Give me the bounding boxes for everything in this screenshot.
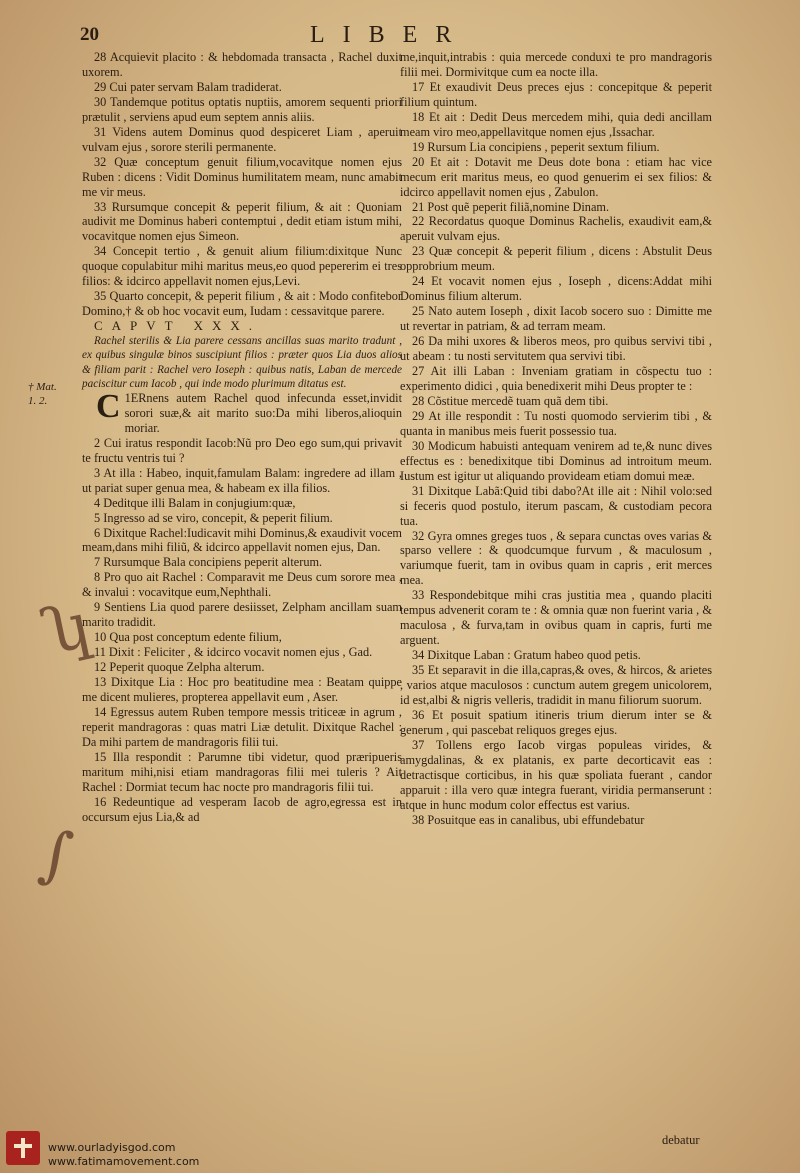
verse: 26 Da mihi uxores & liberos meos, pro quibus servivi tibi , ut abeam : tu nosti servitutem qua servivi tibi.: [400, 334, 712, 364]
verse: 37 Tollens ergo Iacob virgas populeas virides, & amygdalinas, & ex platanis, ex parte decorticavit eas : detractisque corticibus, in his quæ spoliata fuerant , candor apparuit : illa vero quæ integra fuerant, viridia permanserunt : atque in hunc modum color effectus est varius.: [400, 737, 712, 812]
verse: 24 Et vocavit nomen ejus , Ioseph , dicens:Addat mihi Dominus filium alterum.: [400, 274, 712, 304]
verse: 28 Acquievit placito : & hebdomada transacta , Rachel duxit uxorem.: [82, 50, 402, 79]
verse: 11 Dixit : Feliciter , & idcirco vocavit nomen ejus , Gad.: [94, 645, 373, 660]
site-logo-icon: [6, 1131, 40, 1165]
verse: 32 Quæ conceptum genuit filium,vocavitque nomen ejus Ruben : dicens : Vidit Dominus humilitatem meam, nunc amabit me vir meus.: [82, 154, 402, 199]
margin-ref-line1: † Mat.: [28, 381, 57, 393]
chapter-summary: Rachel sterilis & Lia parere cessans ancillas suas marito tradunt , ex quibus singulæ binos suscipiunt filios : præter quos Lia duos alios & filiam parit : Rachel vero Ioseph : quibus natis, Laban de mercede paciscitur cum Iacob , qui inde modo plurimum ditatus est.: [82, 335, 402, 390]
verse: 20 Et ait : Dotavit me Deus dote bona : etiam hac vice mecum erit maritus meus, eo quod genuerim ei sex filios: & idcirco appellavit nomen ejus , Zabulon.: [400, 154, 712, 199]
verse: 36 Et posuit spatium itineris trium dierum inter se & generum , qui pascebat reliquos greges ejus.: [400, 707, 712, 737]
right-column: [400, 50, 712, 828]
verse: 34 Dixitque Laban : Gratum habeo quod petis.: [412, 648, 641, 663]
verse: me,inquit,intrabis : quia mercede conduxi te pro mandragoris filii mei. Dormivitque cum ea nocte illa.: [400, 50, 712, 79]
verse: 10 Qua post conceptum edente filium,: [94, 630, 282, 645]
verse: 3 At illa : Habeo, inquit,famulam Balam: ingredere ad illam , ut pariat super genua mea, & habeam ex illa filios.: [82, 465, 402, 495]
verse: 18 Et ait : Dedit Deus mercedem mihi, quia dedi ancillam meam viro meo,appellavitque nomen ejus ,Issachar.: [400, 109, 712, 139]
drop-cap: C: [96, 387, 121, 425]
verse: 32 Gyra omnes greges tuos , & separa cunctas oves varias & sparso vellere : & quodcumque furvum , & maculosum , variumque fuerit, tam in ovibus quam in capris , erit merces mea.: [400, 528, 712, 588]
verse: 31 Videns autem Dominus quod despiceret Liam , aperuit vulvam ejus , sorore sterili permanente.: [82, 124, 402, 154]
verse: 25 Nato autem Ioseph , dixit Iacob socero suo : Dimitte me ut revertar in patriam, & ad terram meam.: [400, 304, 712, 334]
margin-ref-line2: 1. 2.: [28, 395, 48, 407]
verse: 30 Modicum habuisti antequam venirem ad te,& nunc dives effectus es : benedixitque tibi Dominus ad introitum meum. Iustum est igitur ut aliquando provideam etiam domui meæ.: [400, 438, 712, 483]
verse: 16 Redeuntique ad vesperam Iacob de agro,egressa est in occursum ejus Lia,& ad: [82, 794, 402, 824]
page-header: [0, 22, 800, 52]
verse: 21 Post quẽ peperit filiã,nomine Dinam.: [412, 199, 610, 214]
verse: 5 Ingresso ad se viro, concepit, & peperit filium.: [94, 510, 333, 525]
verse: 6 Dixitque Rachel:Iudicavit mihi Dominus,& exaudivit vocem meam,dans mihi filiũ, & idcirco appellavit nomen ejus, Dan.: [82, 525, 402, 555]
verse-with-dropcap: [82, 387, 402, 436]
verse: 29 Cui pater servam Balam tradiderat.: [94, 79, 282, 94]
verse: 17 Et exaudivit Deus preces ejus : concepitque & peperit filium quintum.: [400, 79, 712, 109]
verse-text: ERnens autem Rachel quod infecunda esset,invidit sorori suæ,& ait marito suo:Da mihi liberos,alioquin moriar.: [124, 390, 402, 435]
verse: 33 Respondebitque mihi cras justitia mea , quando placiti tempus advenerit coram te : & omnia quæ non fuerint varia , & maculosa , & furva,tam in ovibus quam in capris, furti me arguent.: [400, 588, 712, 648]
page-number: 20: [80, 24, 99, 45]
left-column: [82, 50, 402, 825]
watermark-footer: [0, 1128, 800, 1173]
verse: 8 Pro quo ait Rachel : Comparavit me Deus cum sorore mea , & invalui : vocavitque eum,Nephthali.: [82, 570, 402, 600]
footer-link-ourladyisgod[interactable]: www.ourladyisgod.com: [48, 1141, 176, 1154]
verse: 35 Quarto concepit, & peperit filium , & ait : Modo confitebor Domino,† & ob hoc vocavit eum, Iudam : cessavitque parere.: [82, 289, 402, 319]
verse: 28 Cõstitue mercedẽ tuam quã dem tibi.: [412, 393, 609, 408]
marginal-reference: [28, 380, 57, 408]
verse: 7 Rursumque Bala concipiens peperit alterum.: [94, 555, 323, 570]
verse: 35 Et separavit in die illa,capras,& oves, & hircos, & arietes , varios atque maculosos : cunctum autem gregem unicolorem, id est,albi & nigris velleris, tradidit in manu filiorum suorum.: [400, 663, 712, 707]
verse: 29 At ille respondit : Tu nosti quomodo servierim tibi , & quanta in manibus meis fuerit possessio tua.: [400, 408, 712, 438]
verse-number: 1: [124, 390, 131, 405]
verse: 27 Ait illi Laban : Inveniam gratiam in cõspectu tuo : experimento didici , quia benedixerit mihi Deus propter te :: [400, 364, 712, 393]
footer-links: [48, 1141, 199, 1169]
footer-link-fatimamovement[interactable]: www.fatimamovement.com: [48, 1155, 200, 1168]
verse: 31 Dixitque Labã:Quid tibi dabo?At ille ait : Nihil volo:sed si feceris quod postulo, iterum pascam, & custodiam pecora tua.: [400, 483, 712, 528]
handwritten-mark-icon: ∫: [35, 816, 78, 893]
handwritten-mark-icon: ʮ: [34, 587, 98, 670]
chapter-heading: CAPVT XXX.: [94, 318, 262, 334]
verse: 4 Deditque illi Balam in conjugium:quæ,: [94, 495, 296, 510]
verse: 15 Illa respondit : Parumne tibi videtur, quod præripueris maritum mihi,nisi etiam mandragoras filii mei tuleris ? Ait Rachel : Dormiat tecum hac nocte pro mandragoris filii tui.: [82, 749, 402, 794]
verse: 34 Concepit tertio , & genuit alium filium:dixitque Nunc quoque copulabitur mihi maritus meus,eo quod pepererim ei tres filios: & idcirco appellavit nomen ejus,Levi.: [82, 244, 402, 289]
verse: 9 Sentiens Lia quod parere desiisset, Zelpham ancillam suam marito tradidit.: [82, 600, 402, 630]
verse: 2 Cui iratus respondit Iacob:Nũ pro Deo ego sum,qui privavit te fructu ventris tui ?: [82, 435, 402, 465]
verse: 22 Recordatus quoque Dominus Rachelis, exaudivit eam,& aperuit vulvam ejus.: [400, 214, 712, 244]
verse: 19 Rursum Lia concipiens , peperit sextum filium.: [412, 139, 660, 154]
running-title: LIBER: [310, 22, 470, 48]
verse: 30 Tandemque potitus optatis nuptiis, amorem sequenti priori prætulit , serviens apud eum septem annis aliis.: [82, 94, 402, 124]
catchword: debatur: [662, 1133, 700, 1147]
verse: 13 Dixitque Lia : Hoc pro beatitudine mea : Beatam quippe me dicent mulieres, propterea appellavit eum , Aser.: [82, 675, 402, 704]
verse: 23 Quæ concepit & peperit filium , dicens : Abstulit Deus opprobrium meum.: [400, 244, 712, 274]
verse: 12 Peperit quoque Zelpha alterum.: [94, 660, 265, 675]
verse: 14 Egressus autem Ruben tempore messis triticeæ in agrum , reperit mandragoras : quas matri Liæ detulit. Dixitque Rachel : Da mihi partem de mandragoris filii tui.: [82, 704, 402, 749]
verse: 33 Rursumque concepit & peperit filium, & ait : Quoniam audivit me Dominus haberi contemptui , dedit etiam istum mihi, vocavitque nomen ejus Simeon.: [82, 199, 402, 244]
verse: 38 Posuitque eas in canalibus, ubi effundebatur: [412, 812, 645, 827]
